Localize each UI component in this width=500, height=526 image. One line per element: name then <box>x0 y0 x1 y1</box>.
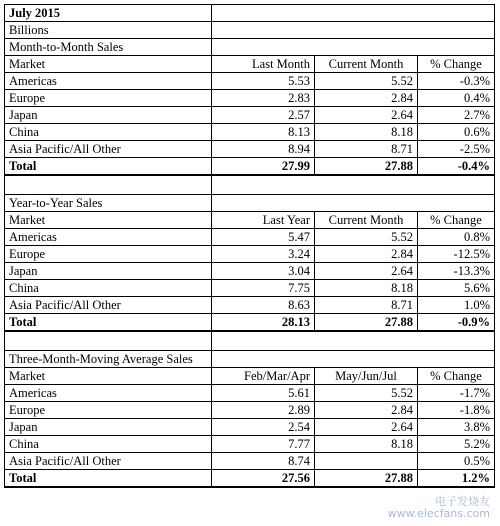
table-row <box>5 263 495 280</box>
market-name: Americas <box>5 229 212 246</box>
column-header: Market <box>5 368 212 385</box>
market-name: Japan <box>5 107 212 124</box>
value-cell: 2.84 <box>315 402 418 419</box>
table-row <box>5 229 495 246</box>
table-row <box>5 124 495 141</box>
total-value: -0.4% <box>418 158 495 176</box>
value-cell: 5.2% <box>418 436 495 453</box>
column-header-row <box>5 212 495 229</box>
value-cell: 2.84 <box>315 246 418 263</box>
value-cell: 2.64 <box>315 107 418 124</box>
value-cell: 3.04 <box>212 263 315 280</box>
column-header: Feb/Mar/Apr <box>212 368 315 385</box>
watermark-url: www.elecfans.com <box>387 507 490 520</box>
value-cell: -12.5% <box>418 246 495 263</box>
table-row <box>5 107 495 124</box>
table-row <box>5 436 495 453</box>
total-value: 27.88 <box>315 470 418 488</box>
total-value: 27.99 <box>212 158 315 176</box>
total-row <box>5 470 495 488</box>
value-cell: 7.75 <box>212 280 315 297</box>
value-cell: 3.24 <box>212 246 315 263</box>
total-row <box>5 158 495 176</box>
value-cell: 2.7% <box>418 107 495 124</box>
section-title-blank <box>212 39 495 56</box>
unit-row <box>5 22 495 39</box>
market-name: Japan <box>5 419 212 436</box>
value-cell: 2.64 <box>315 419 418 436</box>
table-row <box>5 419 495 436</box>
column-header: % Change <box>418 212 495 229</box>
value-cell: -13.3% <box>418 263 495 280</box>
table-row <box>5 402 495 419</box>
table-row <box>5 297 495 314</box>
report-title: July 2015 <box>5 5 212 22</box>
value-cell: 2.83 <box>212 90 315 107</box>
value-cell: -0.3% <box>418 73 495 90</box>
table-row <box>5 141 495 158</box>
section-title: Month-to-Month Sales <box>5 39 212 56</box>
value-cell: 8.94 <box>212 141 315 158</box>
value-cell: 8.18 <box>315 280 418 297</box>
sales-table-body <box>5 5 495 488</box>
value-cell: 8.71 <box>315 141 418 158</box>
value-cell: 5.61 <box>212 385 315 402</box>
spacer-cell <box>212 331 495 351</box>
section-title-row <box>5 39 495 56</box>
market-name: Japan <box>5 263 212 280</box>
value-cell: 1.0% <box>418 297 495 314</box>
value-cell: 5.6% <box>418 280 495 297</box>
table-row <box>5 246 495 263</box>
market-name: China <box>5 280 212 297</box>
value-cell: 5.52 <box>315 73 418 90</box>
market-name: Asia Pacific/All Other <box>5 141 212 158</box>
spacer-cell <box>5 175 212 195</box>
table-row <box>5 453 495 470</box>
column-header: Market <box>5 212 212 229</box>
section-spacer-row <box>5 175 495 195</box>
value-cell: 5.52 <box>315 385 418 402</box>
column-header-row <box>5 56 495 73</box>
table-row <box>5 280 495 297</box>
value-cell: 8.13 <box>212 124 315 141</box>
table-row <box>5 385 495 402</box>
title-blank-cell <box>212 5 495 22</box>
value-cell: 8.71 <box>315 297 418 314</box>
sales-table <box>4 4 495 488</box>
value-cell: 8.63 <box>212 297 315 314</box>
column-header: Last Month <box>212 56 315 73</box>
value-cell: 2.54 <box>212 419 315 436</box>
total-value: 1.2% <box>418 470 495 488</box>
section-title-row <box>5 195 495 212</box>
total-value: 27.56 <box>212 470 315 488</box>
section-title: Three-Month-Moving Average Sales <box>5 351 212 368</box>
table-row <box>5 73 495 90</box>
value-cell: 8.74 <box>212 453 315 470</box>
column-header: % Change <box>418 368 495 385</box>
column-header: Current Month <box>315 56 418 73</box>
total-label: Total <box>5 470 212 488</box>
value-cell: 2.64 <box>315 263 418 280</box>
total-label: Total <box>5 314 212 332</box>
market-name: Asia Pacific/All Other <box>5 297 212 314</box>
value-cell: 0.8% <box>418 229 495 246</box>
column-header-row <box>5 368 495 385</box>
section-spacer-row <box>5 331 495 351</box>
value-cell: 2.57 <box>212 107 315 124</box>
title-row <box>5 5 495 22</box>
value-cell: 3.8% <box>418 419 495 436</box>
value-cell: 8.18 <box>315 124 418 141</box>
spacer-cell <box>5 331 212 351</box>
value-cell: 5.52 <box>315 229 418 246</box>
sales-report-sheet <box>4 4 494 488</box>
total-value: 27.88 <box>315 314 418 332</box>
total-value: -0.9% <box>418 314 495 332</box>
value-cell: 0.4% <box>418 90 495 107</box>
market-name: Europe <box>5 246 212 263</box>
total-row <box>5 314 495 332</box>
market-name: Americas <box>5 385 212 402</box>
spacer-cell <box>212 175 495 195</box>
column-header: % Change <box>418 56 495 73</box>
unit-label: Billions <box>5 22 212 39</box>
total-value: 27.88 <box>315 158 418 176</box>
total-label: Total <box>5 158 212 176</box>
column-header: Market <box>5 56 212 73</box>
market-name: Asia Pacific/All Other <box>5 453 212 470</box>
value-cell: 5.53 <box>212 73 315 90</box>
value-cell: 0.5% <box>418 453 495 470</box>
value-cell: 8.18 <box>315 436 418 453</box>
value-cell: 7.77 <box>212 436 315 453</box>
value-cell: -1.7% <box>418 385 495 402</box>
section-title: Year-to-Year Sales <box>5 195 212 212</box>
column-header: May/Jun/Jul <box>315 368 418 385</box>
market-name: China <box>5 124 212 141</box>
value-cell: 0.6% <box>418 124 495 141</box>
market-name: Europe <box>5 402 212 419</box>
section-title-blank <box>212 351 495 368</box>
section-title-row <box>5 351 495 368</box>
column-header: Current Month <box>315 212 418 229</box>
value-cell: 5.47 <box>212 229 315 246</box>
column-header: Last Year <box>212 212 315 229</box>
watermark-cn: 电子发烧友 <box>435 495 490 508</box>
value-cell: -1.8% <box>418 402 495 419</box>
value-cell <box>315 453 418 470</box>
section-title-blank <box>212 195 495 212</box>
value-cell: 2.89 <box>212 402 315 419</box>
total-value: 28.13 <box>212 314 315 332</box>
market-name: Europe <box>5 90 212 107</box>
table-row <box>5 90 495 107</box>
unit-blank-cell <box>212 22 495 39</box>
value-cell: -2.5% <box>418 141 495 158</box>
value-cell: 2.84 <box>315 90 418 107</box>
watermark <box>388 496 490 520</box>
market-name: China <box>5 436 212 453</box>
market-name: Americas <box>5 73 212 90</box>
